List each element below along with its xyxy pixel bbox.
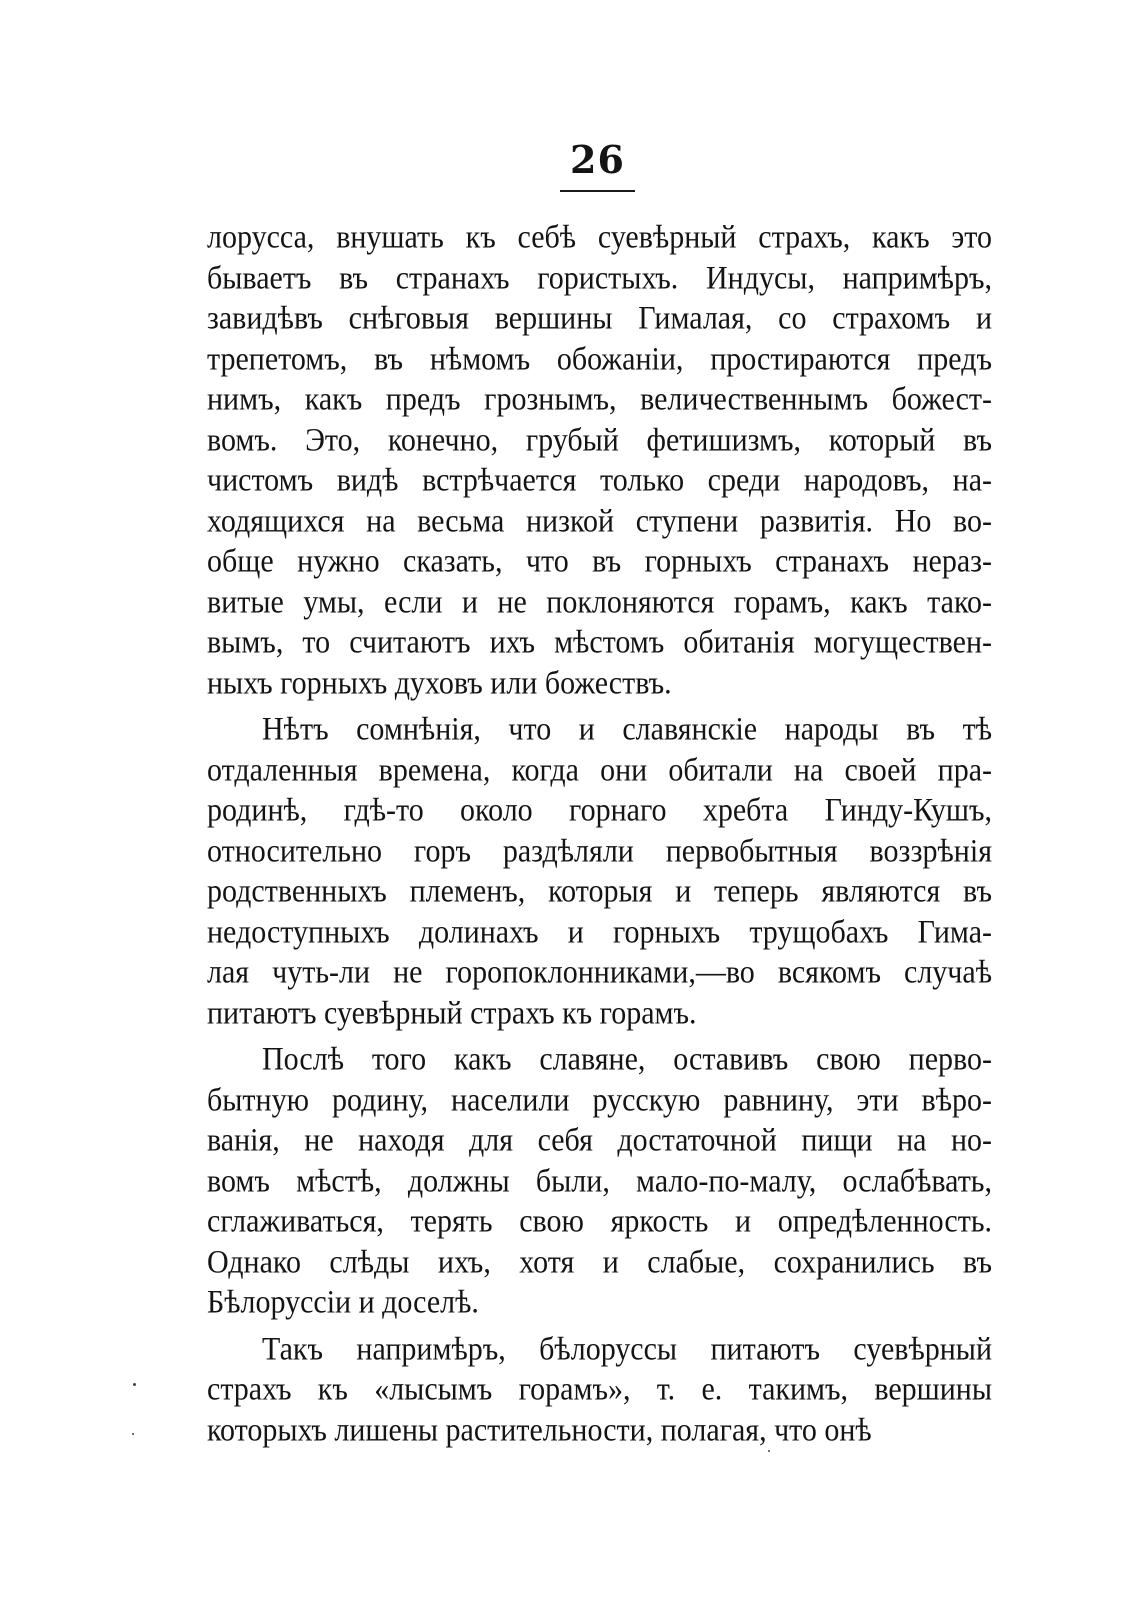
print-speck <box>132 1433 134 1435</box>
text-line: родинѣ, гдѣ-то около горнаго хребта Гинду-Кушъ, <box>207 792 992 829</box>
text-line: вымъ, то считаютъ ихъ мѣстомъ обитанiя могуществен- <box>207 624 992 661</box>
text-line: Однако слѣды ихъ, хотя и слабые, сохранились въ <box>207 1244 992 1280</box>
paragraph-2 <box>207 710 992 1034</box>
text-line: Нѣтъ сомнѣнiя, что и славянскiе народы въ тѣ <box>262 711 992 748</box>
text-line: Послѣ того какъ славяне, оставивъ свою перво- <box>262 1041 992 1078</box>
text-line: сглаживаться, терять свою яркость и опредѣленность. <box>207 1203 992 1240</box>
paragraph-1 <box>207 218 992 704</box>
text-line: лая чуть-ли не горопоклонниками,—во всякомъ случаѣ <box>207 954 992 991</box>
text-line: ходящихся на весьма низкой ступени развитiя. Но во- <box>207 503 992 539</box>
text-line: вомъ. Это, конечно, грубый фетишизмъ, который въ <box>207 422 992 458</box>
text-line: нимъ, какъ предъ грознымъ, величественнымъ божест- <box>207 381 992 418</box>
page-number-rule <box>560 190 635 192</box>
text-line: чистомъ видѣ встрѣчается только среди народовъ, на- <box>207 462 992 499</box>
text-line: Бѣлоруссiи и доселѣ. <box>207 1284 479 1321</box>
text-line: трепетомъ, въ нѣмомъ обожанiи, простираются предъ <box>207 341 992 377</box>
text-line: страхъ къ «лысымъ горамъ», т. е. такимъ, вершины <box>207 1371 992 1408</box>
text-line: родственныхъ племенъ, которыя и теперь являются въ <box>207 873 992 910</box>
text-line: бытную родину, населили русскую равнину, эти вѣро- <box>207 1082 992 1118</box>
text-line: обще нужно сказать, что въ горныхъ странахъ нераз- <box>207 543 992 580</box>
text-line: лорусса, внушать къ себѣ суевѣрный страхъ, какъ это <box>207 219 992 256</box>
text-line: которыхъ лишены растительности, полагая, что онѣ <box>207 1412 872 1448</box>
text-line: завидѣвъ снѣговыя вершины Гималая, со страхомъ и <box>207 300 992 337</box>
print-speck <box>133 1383 136 1386</box>
text-line: недоступныхъ долинахъ и горныхъ трущобахъ Гима- <box>207 914 992 950</box>
paragraph-4 <box>207 1330 992 1452</box>
text-line: относительно горъ раздѣляли первобытныя воззрѣнiя <box>207 833 992 869</box>
body-text <box>207 218 992 1451</box>
text-line: ванiя, не находя для себя достаточной пищи на но- <box>207 1122 992 1159</box>
text-line: Такъ напримѣръ, бѣлоруссы питаютъ суевѣрный <box>262 1331 992 1367</box>
text-line: витые умы, если и не поклоняются горамъ, какъ тако- <box>207 584 992 620</box>
text-line: отдаленныя времена, когда они обитали на своей пра- <box>207 752 992 788</box>
text-line: питаютъ суевѣрный страхъ къ горамъ. <box>207 995 697 1031</box>
page-number: 26 <box>570 137 625 182</box>
paragraph-3 <box>207 1040 992 1324</box>
text-line: вомъ мѣстѣ, должны были, мало-по-малу, ослабѣвать, <box>207 1163 992 1199</box>
text-line: ныхъ горныхъ духовъ или божествъ. <box>207 665 672 701</box>
text-line: бываетъ въ странахъ гористыхъ. Индусы, напримѣръ, <box>207 260 992 296</box>
print-speck <box>768 1450 770 1452</box>
